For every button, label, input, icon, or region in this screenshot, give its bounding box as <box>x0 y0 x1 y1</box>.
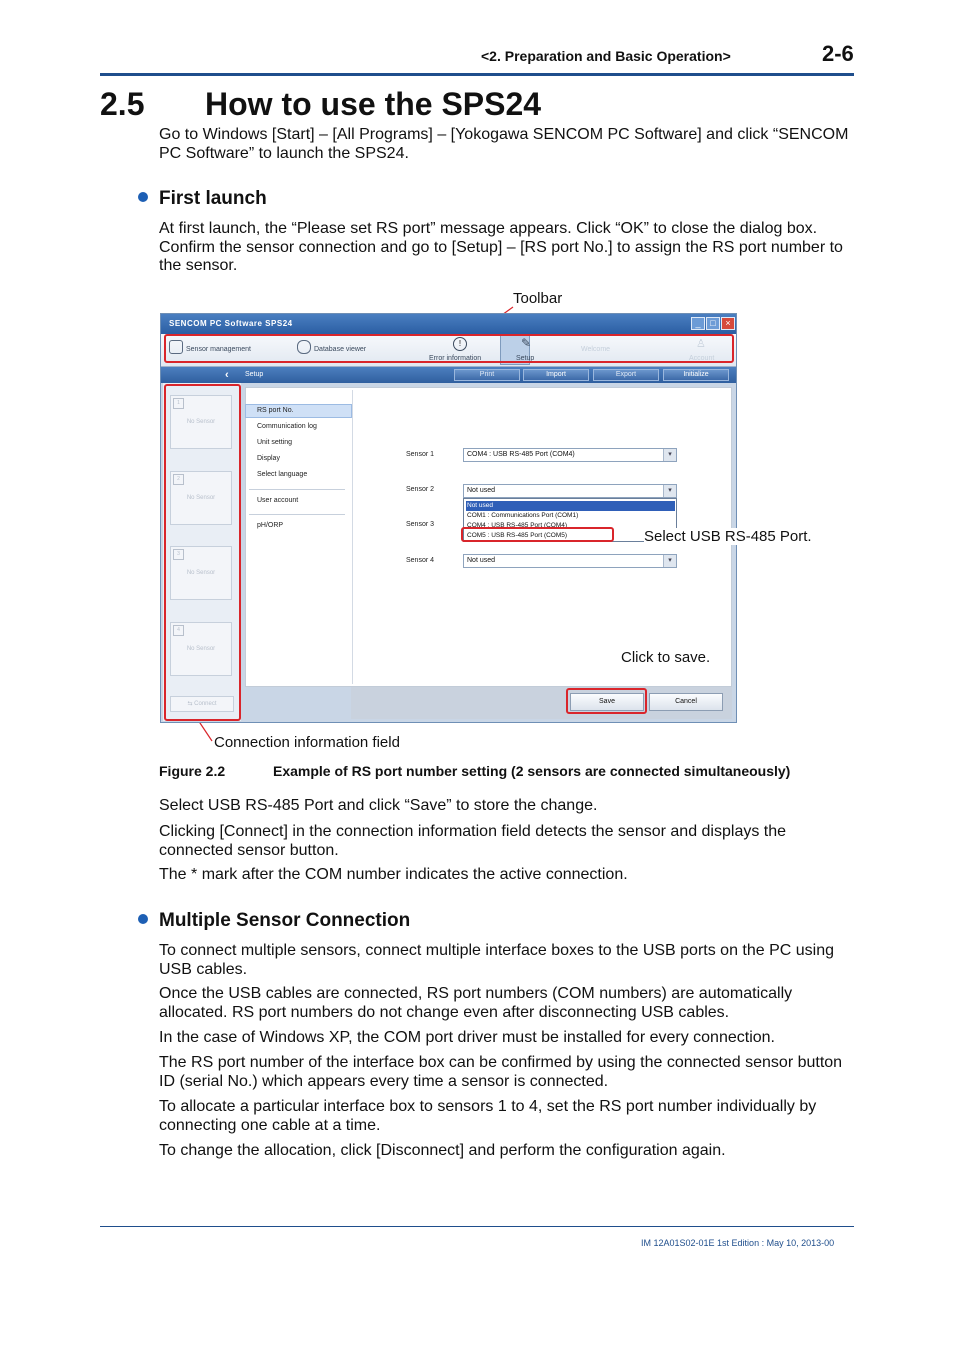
menu-select-language[interactable]: Select language <box>257 471 308 478</box>
dropdown-option[interactable]: COM5 : USB RS-485 Port (COM5) <box>467 532 568 539</box>
multiple-heading <box>138 910 410 932</box>
sensor-2-select[interactable] <box>463 484 677 498</box>
chevron-down-icon: ▾ <box>663 485 676 497</box>
sensor-2-value: Not used <box>467 487 496 494</box>
multiple-paragraph: In the case of Windows XP, the COM port driver must be installed for every connection. <box>159 1029 775 1046</box>
highlight-toolbar <box>164 334 734 363</box>
sensor-1-value: COM4 : USB RS-485 Port (COM4) <box>467 451 575 458</box>
bullet-icon <box>138 914 148 924</box>
after-figure-paragraph: Select USB RS-485 Port and click “Save” to store the change. <box>159 797 598 814</box>
cancel-button[interactable]: Cancel <box>649 693 723 711</box>
callout-toolbar: Toolbar <box>513 290 563 307</box>
multiple-paragraph: Once the USB cables are connected, RS port numbers (COM numbers) are automatically allocated. RS port numbers do not change even after disconnecting USB cables. <box>159 985 793 1021</box>
account-icon: ♙ <box>696 338 706 350</box>
minimize-icon[interactable]: _ <box>691 317 705 330</box>
multiple-title: Multiple Sensor Connection <box>159 910 411 931</box>
multiple-paragraph: The RS port number of the interface box can be confirmed by using the connected sensor button ID (serial No.) which appears every time a sensor is connected. <box>159 1054 843 1090</box>
callout-select-usb: Select USB RS-485 Port. <box>644 528 812 545</box>
sensor-4-label: Sensor 4 <box>406 557 435 564</box>
pane-divider <box>352 390 353 684</box>
sensor-4-select[interactable] <box>463 554 677 568</box>
running-header-section: <2. Preparation and Basic Operation> <box>481 48 731 64</box>
menu-divider <box>249 514 345 515</box>
tool-label: Error information <box>429 355 482 362</box>
chevron-down-icon: ▾ <box>663 555 676 567</box>
menu-display[interactable]: Display <box>257 455 280 462</box>
save-button[interactable]: Save <box>570 693 644 711</box>
intro-paragraph: Go to Windows [Start] – [All Programs] – [Yokogawa SENCOM PC Software] and click “SENCOM PC Software” to launch the SPS24. <box>159 126 849 162</box>
figure-caption: Example of RS port number setting (2 sensors are connected simultaneously) <box>273 763 791 779</box>
footer-rule <box>100 1226 854 1227</box>
dropdown-option[interactable]: COM4 : USB RS-485 Port (COM4) <box>467 522 568 529</box>
export-button[interactable]: Export <box>593 369 659 381</box>
tool-label: Sensor management <box>186 346 251 353</box>
sensor-slot-label: No Sensor <box>186 646 216 652</box>
menu-rs-port[interactable]: RS port No. <box>257 407 294 414</box>
sensor-slot-number: 2 <box>173 474 184 485</box>
sensor-slot-number: 1 <box>173 398 184 409</box>
dropdown-option[interactable]: Not used <box>466 501 675 511</box>
figure-label: Figure 2.2 <box>159 763 226 779</box>
sensor-slot-label: No Sensor <box>186 570 216 576</box>
highlight-connection-field <box>164 384 241 721</box>
close-icon[interactable]: × <box>721 317 735 330</box>
callout-connection-field: Connection information field <box>214 734 400 751</box>
highlight-save-button <box>566 688 647 714</box>
initialize-button[interactable]: Initialize <box>663 369 729 381</box>
first-launch-paragraph: At first launch, the “Please set RS port” message appears. Click “OK” to close the dialog box. Confirm the sensor connection and go to [Setup] – [RS port No.] to assign the RS port number to the sensor. <box>159 220 843 274</box>
section-number: 2.5 <box>100 86 145 122</box>
wrench-icon: ✎ <box>521 336 532 350</box>
back-icon[interactable]: ‹ <box>225 369 229 381</box>
multiple-paragraph: To connect multiple sensors, connect multiple interface boxes to the USB ports on the PC using USB cables. <box>159 942 835 978</box>
menu-divider <box>249 489 345 490</box>
menu-unit-setting[interactable]: Unit setting <box>257 439 293 446</box>
connect-label: Connect <box>194 701 217 707</box>
sensor-slot-label: No Sensor <box>186 495 216 501</box>
sensor-slot-label: No Sensor <box>186 419 216 425</box>
multiple-paragraph: To change the allocation, click [Disconnect] and perform the configuration again. <box>159 1142 726 1159</box>
sensor-2-label: Sensor 2 <box>406 486 435 493</box>
after-figure-paragraph: The * mark after the COM number indicates the active connection. <box>159 866 628 883</box>
first-launch-title: First launch <box>159 188 267 209</box>
tool-label: Database viewer <box>314 346 367 353</box>
import-button[interactable]: Import <box>523 369 589 381</box>
sensor-3-label: Sensor 3 <box>406 521 435 528</box>
print-button[interactable]: Print <box>454 369 520 381</box>
app-titlebar <box>161 314 736 334</box>
section-title: How to use the SPS24 <box>205 86 542 122</box>
dropdown-option[interactable]: COM1 : Communications Port (COM1) <box>467 512 579 519</box>
sensor-1-label: Sensor 1 <box>406 451 435 458</box>
tool-label: Setup <box>516 355 535 362</box>
sensor-slot-number: 3 <box>173 549 184 560</box>
footer-doc-info: IM 12A01S02-01E 1st Edition : May 10, 2013-00 <box>641 1238 835 1248</box>
sensor-slot-number: 4 <box>173 625 184 636</box>
app-title: SENCOM PC Software SPS24 <box>169 319 293 328</box>
tool-label: Account <box>689 355 715 362</box>
sensor-4-value: Not used <box>467 557 496 564</box>
chevron-down-icon: ▾ <box>663 449 676 461</box>
callout-click-save: Click to save. <box>621 649 711 666</box>
after-figure-paragraph: Clicking [Connect] in the connection information field detects the sensor and displays the connected sensor button. <box>159 823 787 859</box>
app-navbar <box>161 367 736 383</box>
menu-user-account[interactable]: User account <box>257 497 299 504</box>
sensor-1-select[interactable] <box>463 448 677 462</box>
plug-icon: ⇆ <box>187 701 195 707</box>
menu-communication-log[interactable]: Communication log <box>257 423 317 430</box>
multiple-paragraph: To allocate a particular interface box to sensors 1 to 4, set the RS port number individually by connecting one cable at a time. <box>159 1098 817 1134</box>
maximize-icon[interactable]: □ <box>706 317 720 330</box>
highlight-com5-option <box>461 527 614 542</box>
page-number: 2-6 <box>822 41 854 66</box>
tool-label: Welcome <box>581 346 611 353</box>
nav-title: Setup <box>245 371 264 378</box>
alert-icon: ! <box>453 337 467 351</box>
menu-ph-orp[interactable]: pH/ORP <box>257 522 284 529</box>
